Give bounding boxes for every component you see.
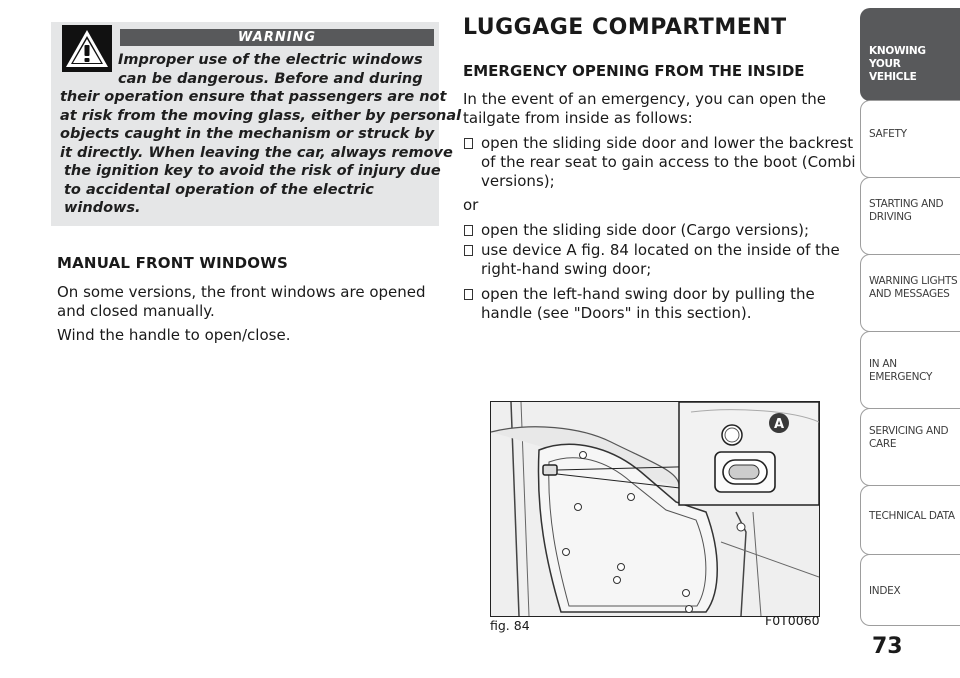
tab-warning-lights-and-messages[interactable] xyxy=(860,254,960,332)
bullet-checkbox-icon xyxy=(464,289,473,300)
tab-label: TECHNICAL DATA xyxy=(869,510,955,522)
warning-triangle-icon xyxy=(62,25,112,72)
tab-safety[interactable] xyxy=(860,100,960,178)
warning-line: can be dangerous. Before and during xyxy=(118,70,423,87)
tab-label: INDEX xyxy=(869,585,901,597)
tab-label: SAFETY xyxy=(869,128,907,140)
list-item-text: open the sliding side door and lower the backrest xyxy=(481,134,854,152)
tab-starting-and-driving[interactable] xyxy=(860,177,960,255)
tab-index[interactable] xyxy=(860,554,960,626)
tab-label: STARTING AND DRIVING xyxy=(869,198,944,223)
warning-line: at risk from the moving glass, either by personal xyxy=(60,107,462,124)
warning-line: Improper use of the electric windows xyxy=(118,52,423,68)
tab-label: WARNING LIGHTS AND MESSAGES xyxy=(869,275,958,300)
callout-label-a: A xyxy=(773,417,785,432)
warning-line: to accidental operation of the electric xyxy=(64,181,374,198)
body-text: On some versions, the front windows are opened xyxy=(57,283,426,301)
bullet-checkbox-icon xyxy=(464,138,473,149)
tab-technical-data[interactable] xyxy=(860,485,960,555)
tab-label: SERVICING AND CARE xyxy=(869,425,949,450)
bullet-checkbox-icon xyxy=(464,225,473,236)
page-number: 73 xyxy=(872,634,903,659)
figure-code: F0T0060 xyxy=(765,613,820,628)
bullet-checkbox-icon xyxy=(464,245,473,256)
tab-servicing-and-care[interactable] xyxy=(860,408,960,486)
figure-door-illustration xyxy=(490,401,820,617)
warning-line: the ignition key to avoid the risk of injury due xyxy=(64,163,441,179)
body-text-or: or xyxy=(463,196,479,214)
page-title: LUGGAGE COMPARTMENT xyxy=(463,15,787,40)
list-item-text: open the left-hand swing door by pulling the xyxy=(481,285,815,303)
tab-label: IN AN EMERGENCY xyxy=(869,358,933,383)
warning-header: WARNING xyxy=(120,29,434,46)
body-text: tailgate from inside as follows: xyxy=(463,109,693,127)
body-text: and closed manually. xyxy=(57,302,215,320)
list-item-text: of the rear seat to gain access to the boot (Combi xyxy=(481,153,856,171)
warning-line: it directly. When leaving the car, always remove xyxy=(60,144,453,161)
tab-label: KNOWING YOUR VEHICLE xyxy=(869,45,926,83)
list-item-text: open the sliding side door (Cargo versions); xyxy=(481,221,810,239)
warning-line: objects caught in the mechanism or struck by xyxy=(60,126,435,142)
warning-line: windows. xyxy=(64,200,141,216)
subheading-emergency-opening: EMERGENCY OPENING FROM THE INSIDE xyxy=(463,62,805,80)
list-item-text: right-hand swing door; xyxy=(481,260,652,278)
list-item-text: use device A fig. 84 located on the inside of the xyxy=(481,241,840,259)
body-text: In the event of an emergency, you can open the xyxy=(463,90,827,108)
warning-line: their operation ensure that passengers are not xyxy=(60,89,447,105)
list-item-text: versions); xyxy=(481,172,555,190)
figure-caption: fig. 84 xyxy=(490,618,530,633)
door-illustration-image xyxy=(491,402,819,616)
list-item-text: handle (see "Doors" in this section). xyxy=(481,304,752,322)
section-heading-manual-windows: MANUAL FRONT WINDOWS xyxy=(57,254,288,272)
tab-in-an-emergency[interactable] xyxy=(860,331,960,409)
body-text: Wind the handle to open/close. xyxy=(57,326,291,344)
tab-knowing-your-vehicle[interactable] xyxy=(860,8,960,101)
